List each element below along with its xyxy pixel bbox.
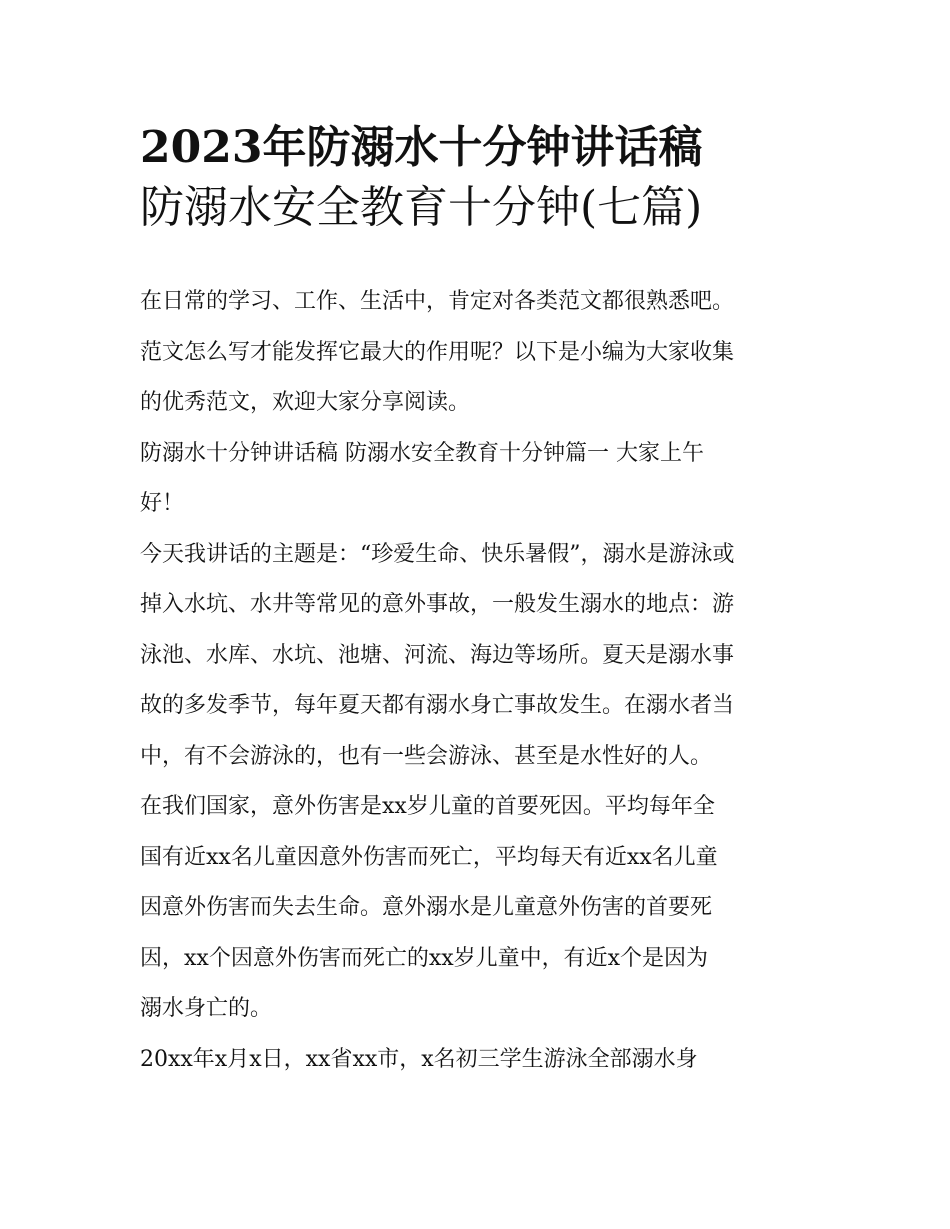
body-line: 国有近xx名儿童因意外伤害而死亡，平均每天有近xx名儿童 (140, 844, 718, 870)
body-line: 泳池、水库、水坑、池塘、河流、海边等场所。夏天是溺水事 (140, 642, 735, 668)
body-line: 的优秀范文，欢迎大家分享阅读。 (140, 390, 471, 415)
body-line: 好！ (140, 491, 185, 516)
body-line: 范文怎么写才能发挥它最大的作用呢？以下是小编为大家收集 (140, 339, 735, 365)
document-title (140, 118, 840, 238)
title-line-1: 2023年防溺水十分钟讲话稿 (140, 122, 703, 173)
body-line: 故的多发季节，每年夏天都有溺水身亡事故发生。在溺水者当 (140, 693, 735, 718)
document-body (140, 277, 820, 1085)
body-line: 中，有不会游泳的，也有一些会游泳、甚至是水性好的人。 (140, 743, 713, 769)
body-line: 在日常的学习、工作、生活中，肯定对各类范文都很熟悉吧。 (140, 289, 735, 314)
body-line: 因，xx个因意外伤害而死亡的xx岁儿童中，有近x个是因为 (140, 945, 709, 971)
body-line: 防溺水十分钟讲话稿 防溺水安全教育十分钟篇一 大家上午 (140, 440, 704, 466)
title-line-2: 防溺水安全教育十分钟(七篇) (140, 182, 703, 233)
body-line: 掉入水坑、水井等常见的意外事故，一般发生溺水的地点：游 (140, 592, 735, 617)
body-line: 今天我讲话的主题是：“珍爱生命、快乐暑假”，溺水是游泳或 (140, 541, 735, 567)
body-line: 因意外伤害而失去生命。意外溺水是儿童意外伤害的首要死 (140, 895, 713, 920)
body-line: 20xx年x月x日，xx省xx市，x名初三学生游泳全部溺水身 (140, 1046, 698, 1072)
body-line: 在我们国家，意外伤害是xx岁儿童的首要死因。平均每年全 (140, 794, 715, 819)
body-line: 溺水身亡的。 (140, 996, 273, 1021)
